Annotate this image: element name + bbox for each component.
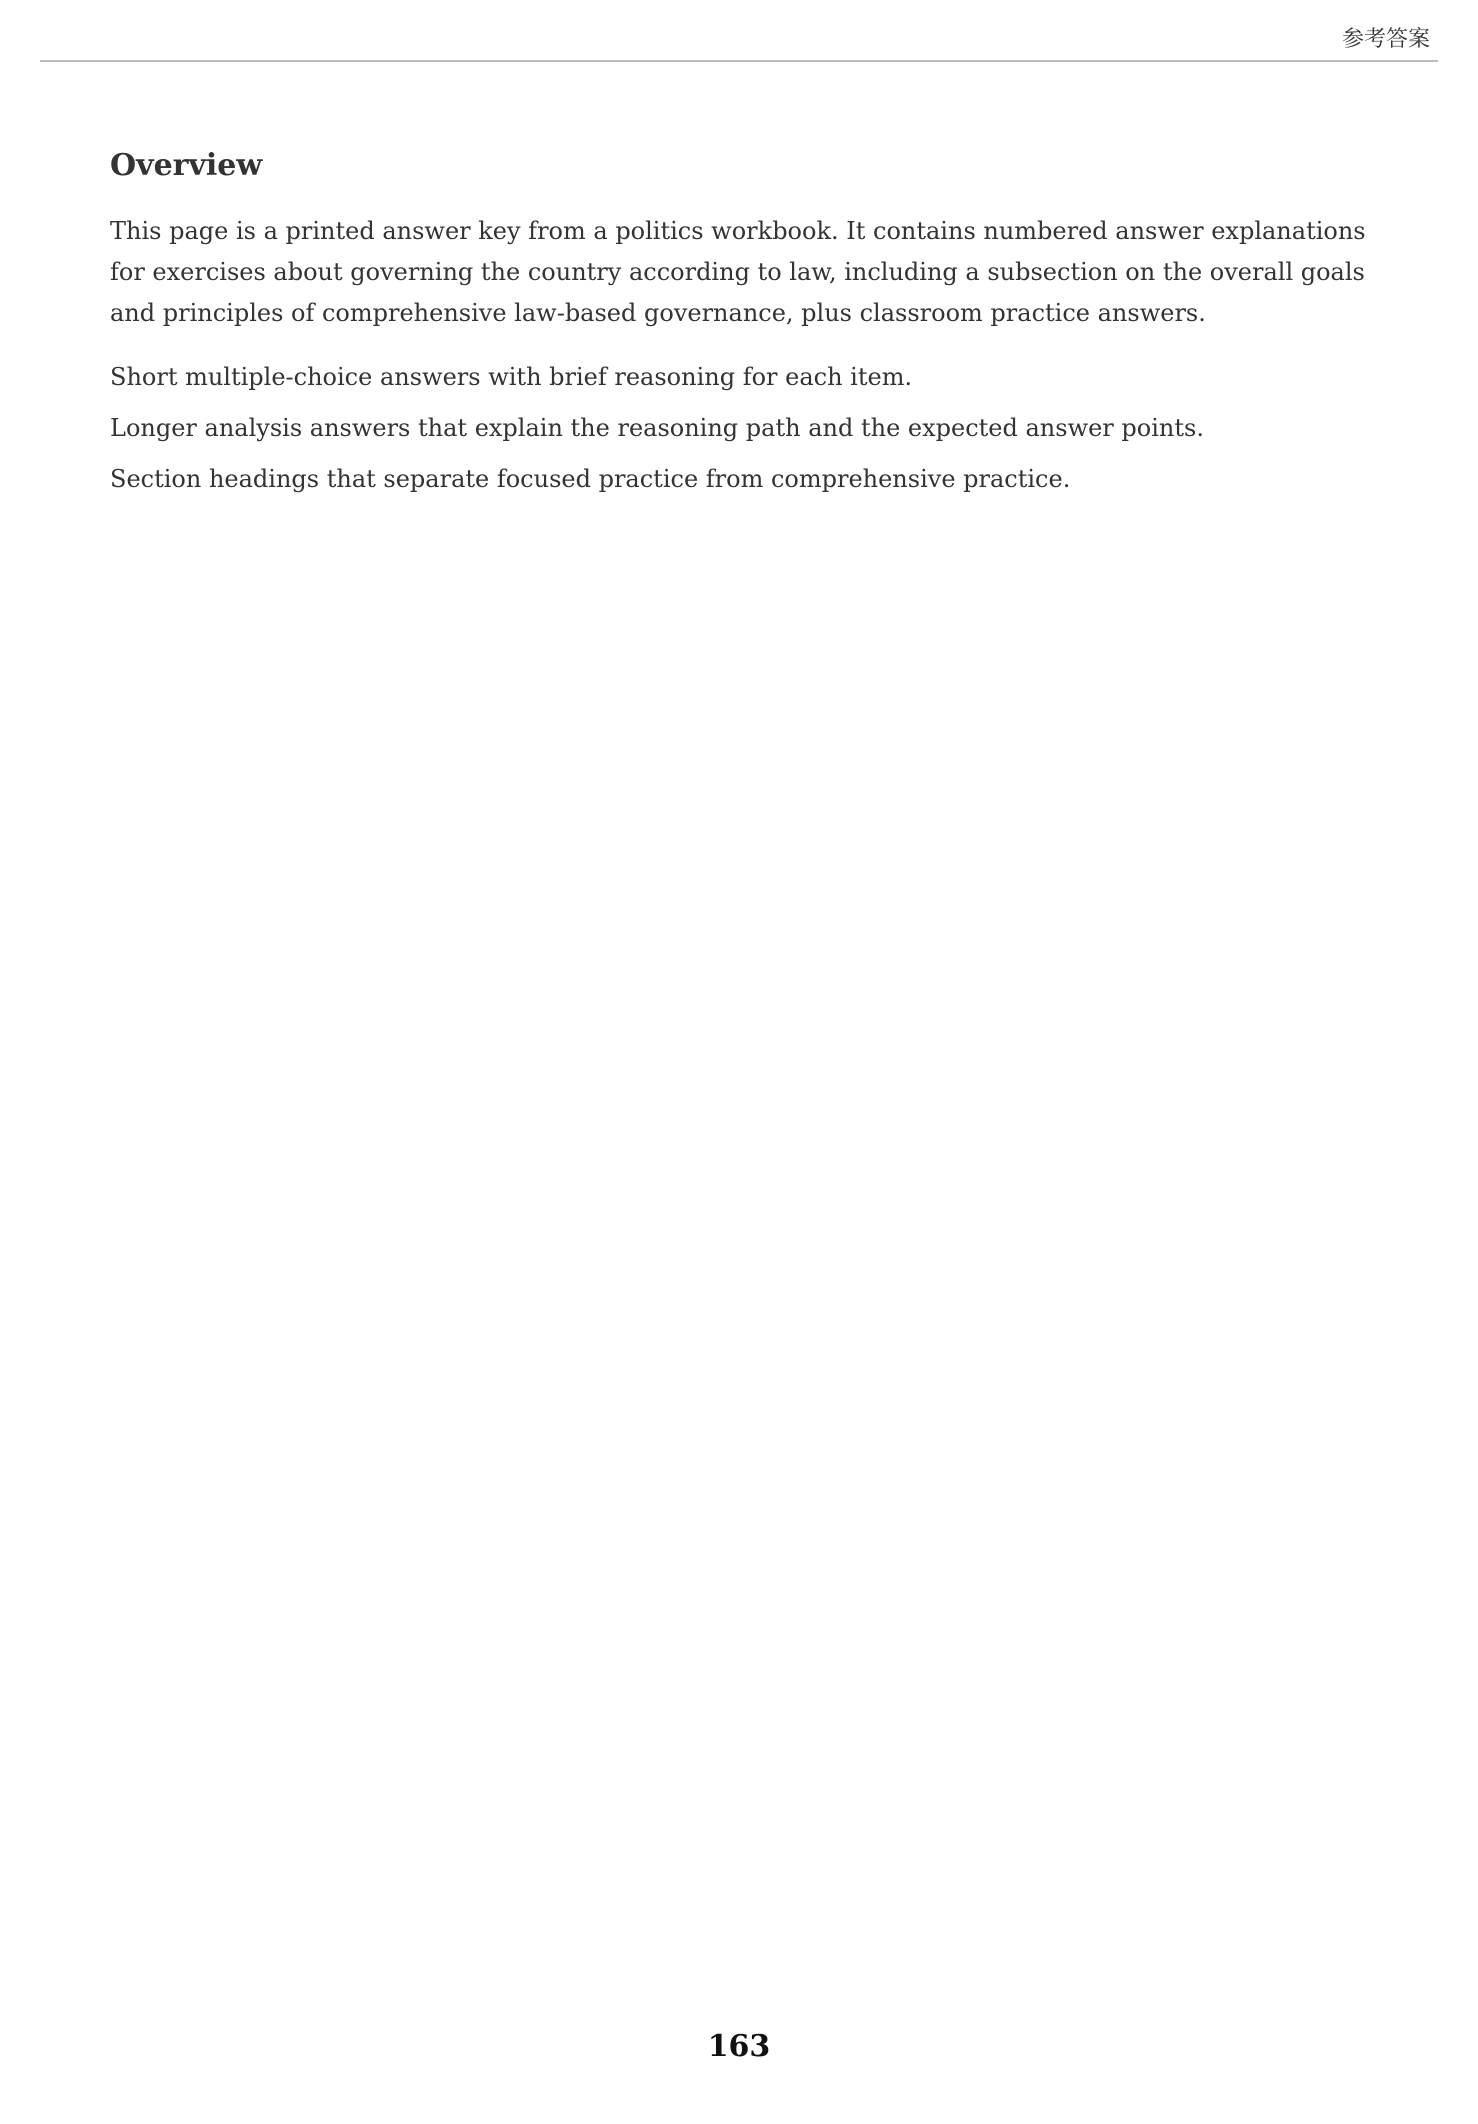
header-divider [40, 60, 1438, 62]
running-header: 参考答案 [1341, 27, 1430, 52]
page-summary [110, 140, 1368, 510]
summary-point: Short multiple-choice answers with brief reasoning for each item. [110, 363, 913, 392]
summary-points [110, 357, 1368, 499]
summary-body: This page is a printed answer key from a politics workbook. It contains numbered answer explanations for exercises about governing the country according to law, including a subsection on the overall goals and principles of comprehensive law-based governance, plus classroom practice answers. [110, 217, 1366, 327]
page-number: 163 [707, 2029, 771, 2064]
summary-title: Overview [110, 148, 263, 183]
summary-point: Longer analysis answers that explain the reasoning path and the expected answer points. [110, 414, 1204, 443]
summary-point: Section headings that separate focused practice from comprehensive practice. [110, 464, 1071, 493]
